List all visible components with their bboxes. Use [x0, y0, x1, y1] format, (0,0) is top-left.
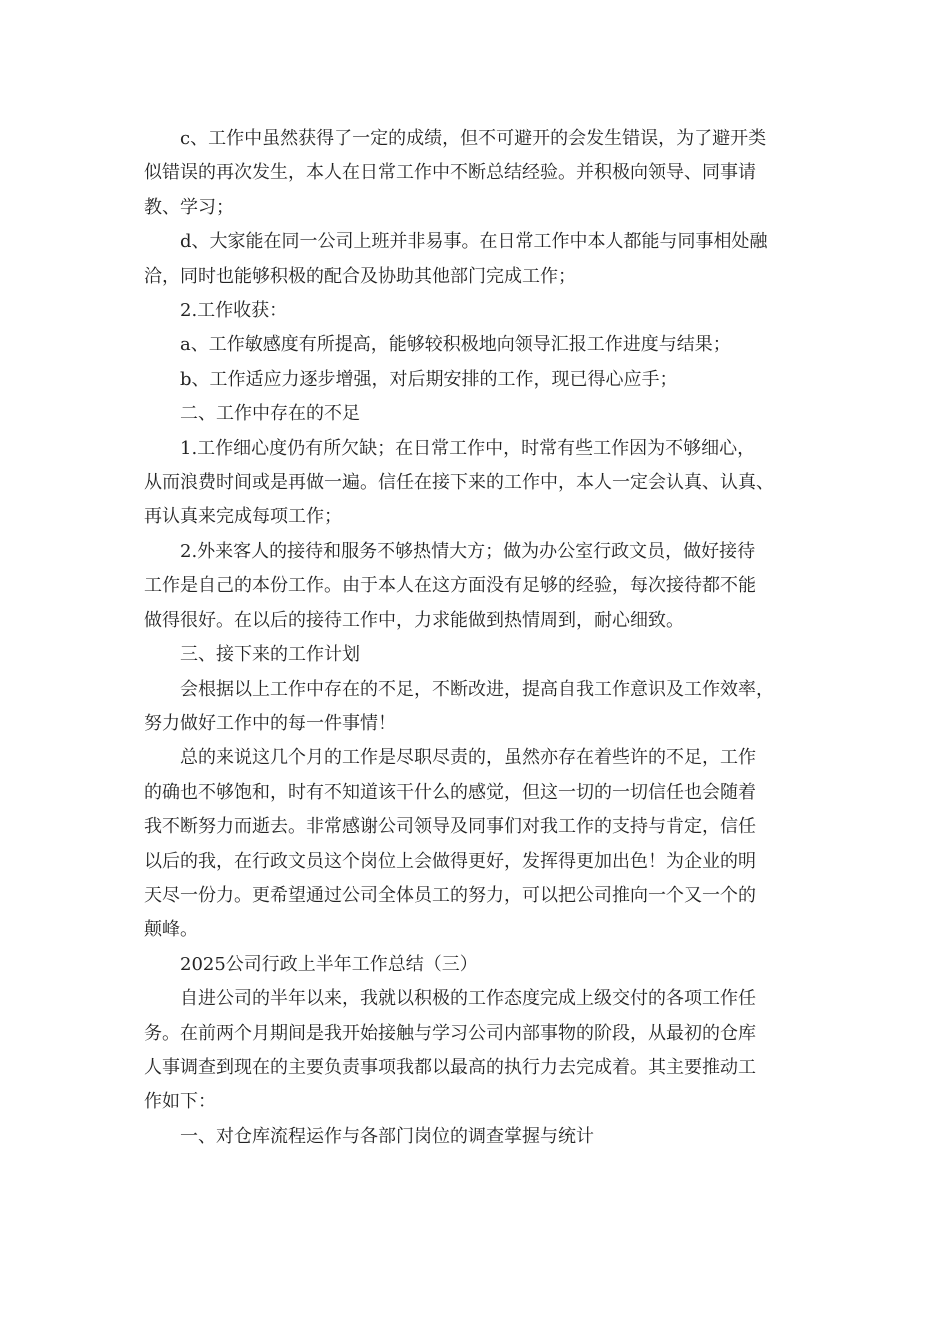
paragraph-shortcoming-2: 2.外来客人的接待和服务不够热情大方；做为办公室行政文员，做好接待 工作是自己的本份工作。由于本人在这方面没有足够的经验，每次接待都不能 做得很好。在以后的接待工作中，力求能做到热情周到，耐心细致。 — [144, 540, 756, 631]
paragraph-shortcoming-1: 1.工作细心度仍有所欠缺；在日常工作中，时常有些工作因为不够细心， 从而浪费时间或是再做一遍。信任在接下来的工作中，本人一定会认真、认真、 再认真来完成每项工作； — [144, 437, 774, 528]
paragraph-plan: 会根据以上工作中存在的不足，不断改进，提高自我工作意识及工作效率， 努力做好工作中的每一件事情！ — [144, 678, 774, 734]
document-body — [144, 122, 814, 1154]
heading-work-gains: 2.工作收获： — [180, 300, 288, 322]
heading-next-plan: 三、接下来的工作计划 — [180, 644, 360, 666]
heading-shortcomings: 二、工作中存在的不足 — [180, 403, 360, 425]
paragraph-summary: 总的来说这几个月的工作是尽职尽责的，虽然亦存在着些许的不足，工作 的确也不够饱和，时有不知道该干什么的感觉，但这一切的一切信任也会随着 我不断努力而逝去。非常感谢公司领导及同事们对我工作的支持与肯定，信任 以后的我，在行政文员这个岗位上会做得更好，发挥得更加出色！为企业的明 天尽一份力。更希望通过公司全体员工的努力，可以把公司推向一个又一个的 颠峰。 — [144, 747, 756, 941]
paragraph-b-adaptability: b、工作适应力逐步增强，对后期安排的工作，现已得心应手； — [180, 368, 678, 390]
paragraph-d-teamwork: d、大家能在同一公司上班并非易事。在日常工作中本人都能与同事相处融 洽，同时也能够积极的配合及协助其他部门完成工作； — [144, 231, 768, 287]
heading-warehouse-survey: 一、对仓库流程运作与各部门岗位的调查掌握与统计 — [180, 1125, 594, 1147]
section-title-3: 2025公司行政上半年工作总结（三） — [180, 953, 478, 975]
paragraph-c-lessons: c、工作中虽然获得了一定的成绩，但不可避开的会发生错误，为了避开类 似错误的再次发生，本人在日常工作中不断总结经验。并积极向领导、同事请 教、学习； — [144, 128, 767, 218]
paragraph-intro-3: 自进公司的半年以来，我就以积极的工作态度完成上级交付的各项工作任 务。在前两个月期间是我开始接触与学习公司内部事物的阶段，从最初的仓库 人事调查到现在的主要负责事项我都以最高的执行力去完成着。其主要推动工 作如下： — [144, 988, 756, 1113]
paragraph-a-sensitivity: a、工作敏感度有所提高，能够较积极地向领导汇报工作进度与结果； — [180, 334, 731, 356]
